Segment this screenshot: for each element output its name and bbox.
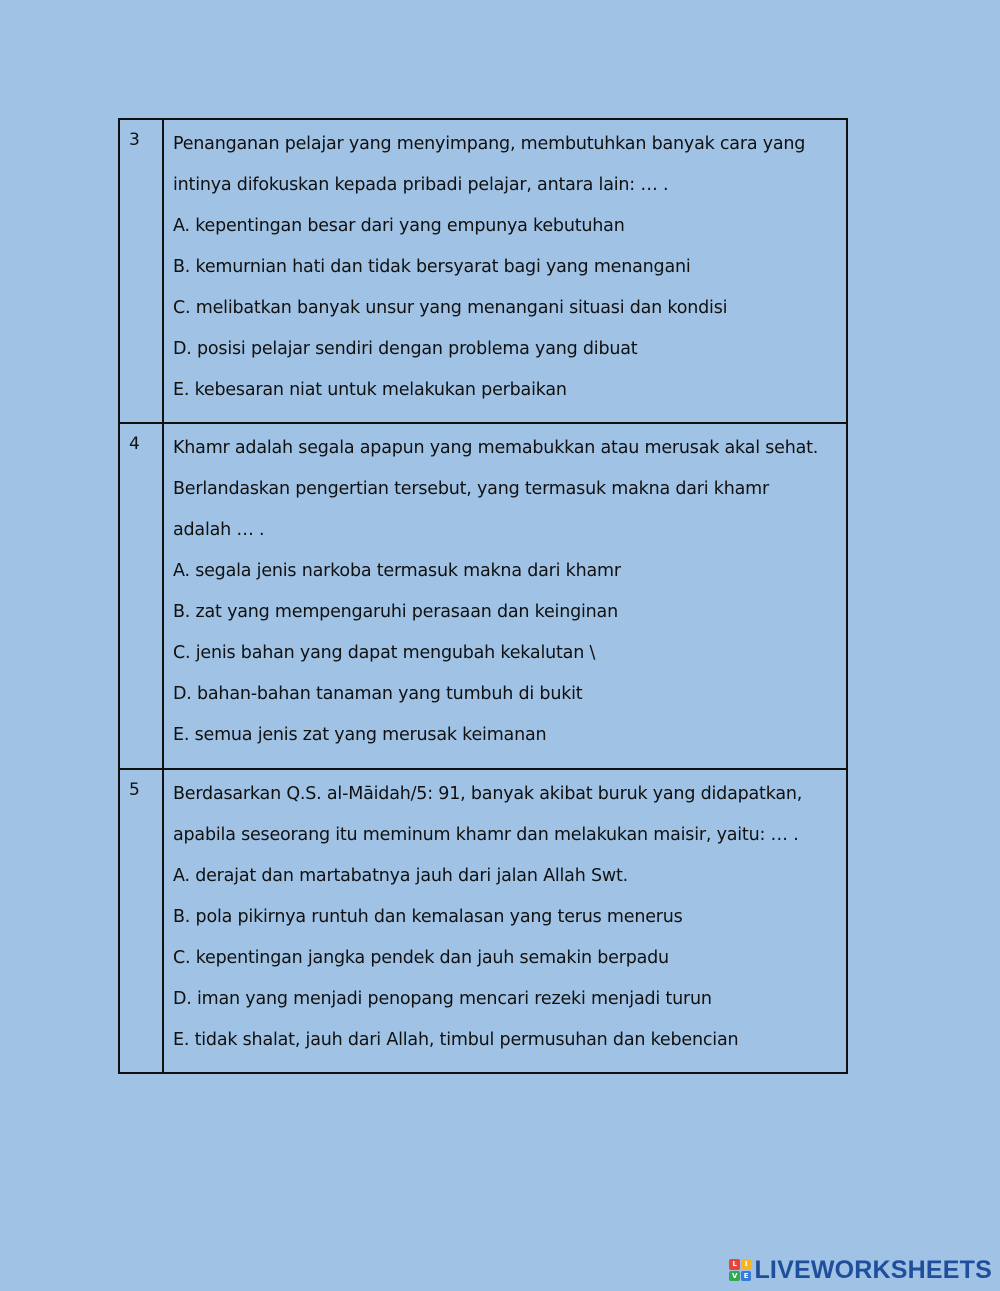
question-text-line: Berdasarkan Q.S. al-Māidah/5: 91, banyak akibat buruk yang didapatkan, [173,784,803,804]
answer-option: D. bahan-bahan tanaman yang tumbuh di bukit [173,684,583,704]
question-text-line: Penanganan pelajar yang menyimpang, membutuhkan banyak cara yang [173,134,806,154]
answer-option: B. kemurnian hati dan tidak bersyarat bagi yang menangani [173,257,691,277]
answer-option: A. segala jenis narkoba termasuk makna dari khamr [173,561,621,581]
question-text-line: apabila seseorang itu meminum khamr dan melakukan maisir, yaitu: … . [173,825,799,845]
brand-name: LIVEWORKSHEETS [754,1255,992,1284]
question-row [119,423,847,769]
question-row [119,769,847,1073]
answer-option: A. derajat dan martabatnya jauh dari jalan Allah Swt. [173,866,628,886]
question-row [119,119,847,423]
answer-option: B. pola pikirnya runtuh dan kemalasan yang terus menerus [173,907,683,927]
answer-option: D. iman yang menjadi penopang mencari rezeki menjadi turun [173,989,712,1009]
logo-letter-e: E [741,1271,752,1282]
answer-option: E. semua jenis zat yang merusak keimanan [173,725,547,745]
question-text-line: Khamr adalah segala apapun yang memabukkan atau merusak akal sehat. [173,438,819,458]
question-number: 5 [119,769,163,1073]
question-number: 3 [119,119,163,423]
logo-letter-v: V [729,1271,740,1282]
answer-option: C. jenis bahan yang dapat mengubah kekalutan \ [173,643,596,663]
question-content [163,119,847,423]
question-content [163,423,847,769]
answer-option: D. posisi pelajar sendiri dengan problema yang dibuat [173,339,638,359]
question-number: 4 [119,423,163,769]
question-text-line: Berlandaskan pengertian tersebut, yang termasuk makna dari khamr [173,479,769,499]
question-text-line: adalah … . [173,520,265,540]
question-content [163,769,847,1073]
answer-option: A. kepentingan besar dari yang empunya kebutuhan [173,216,625,236]
question-table [118,118,848,1074]
answer-option: E. tidak shalat, jauh dari Allah, timbul permusuhan dan kebencian [173,1030,739,1050]
liveworksheets-logo-icon [729,1259,751,1281]
answer-option: C. kepentingan jangka pendek dan jauh semakin berpadu [173,948,669,968]
answer-option: C. melibatkan banyak unsur yang menangani situasi dan kondisi [173,298,728,318]
liveworksheets-brand[interactable] [729,1257,992,1283]
question-text-line: intinya difokuskan kepada pribadi pelajar, antara lain: … . [173,175,669,195]
logo-letter-l: L [729,1259,740,1270]
answer-option: E. kebesaran niat untuk melakukan perbaikan [173,380,567,400]
logo-letter-i: I [741,1259,752,1270]
answer-option: B. zat yang mempengaruhi perasaan dan keinginan [173,602,618,622]
